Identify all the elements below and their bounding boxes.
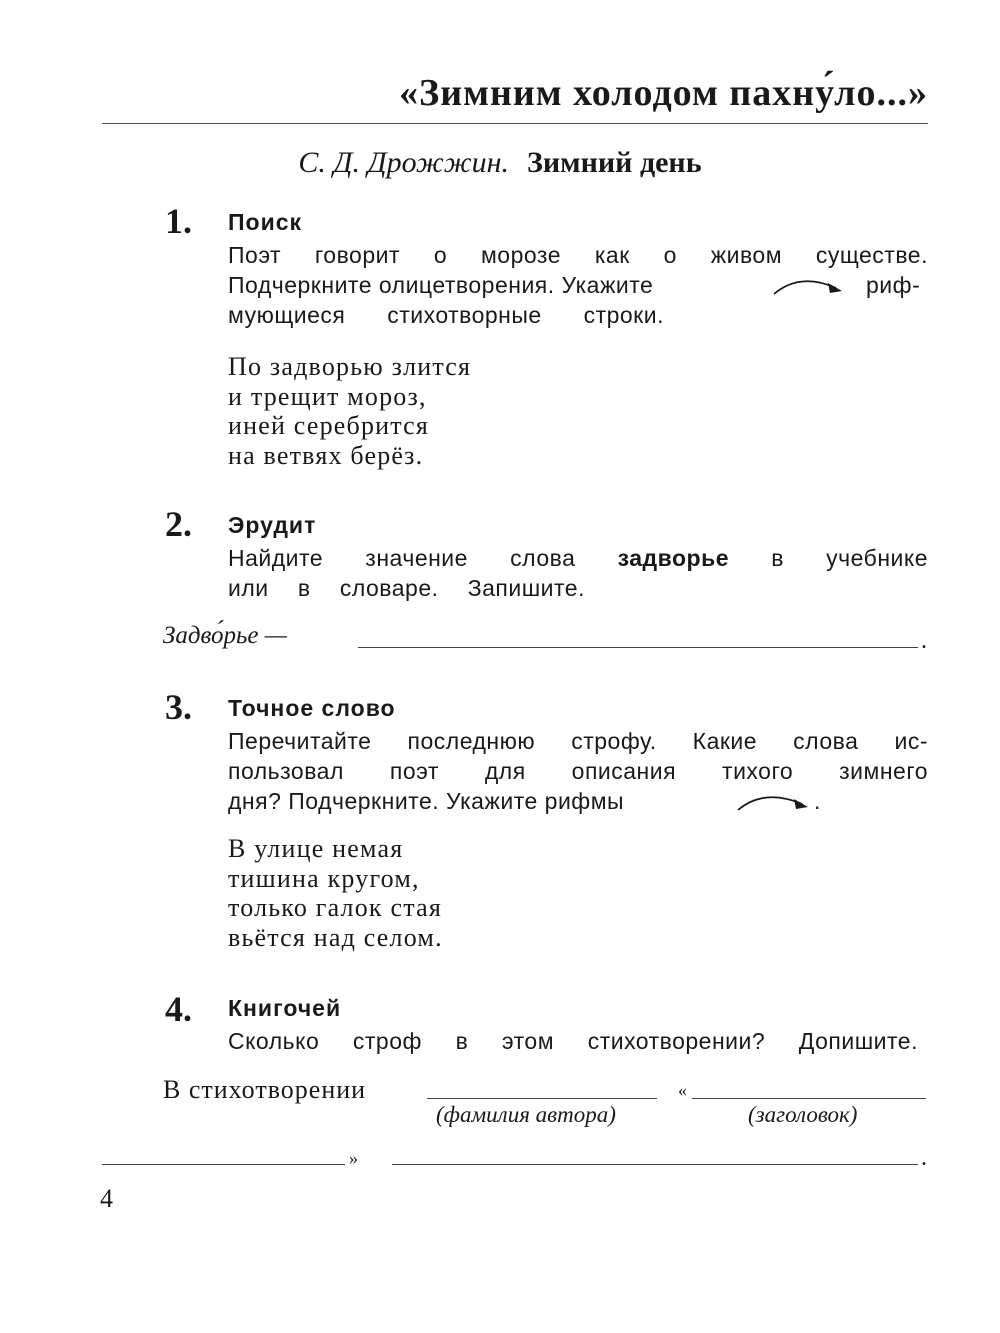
task-number-2: 2. [165,504,192,544]
poem-line: и трещит мороз, [228,381,427,411]
poem-line: только галок стая [228,893,442,922]
highlighted-word: задворье [617,545,729,571]
poem-title: Зимний день [527,146,702,179]
task-heading-1: Поиск [228,209,303,235]
title-continuation-line[interactable] [102,1164,345,1165]
answer-period: . [921,1145,927,1171]
task-heading-2: Эрудит [228,512,317,538]
title-caption: (заголовок) [748,1102,858,1127]
poem-line: тишина кругом, [228,863,420,893]
rhyme-arc-arrow-icon [770,270,848,300]
poem-stanza-2 [228,834,443,952]
task-2-text-line: или в словаре. Запишите. [228,575,585,601]
task-number-4: 4. [165,989,192,1029]
task-heading-4: Книгочей [228,995,342,1021]
task-heading-3: Точное слово [228,695,396,721]
title-answer-line[interactable] [692,1098,926,1099]
poem-line: иней серебрится [228,411,430,440]
poem-line: вьётся над селом. [228,922,443,952]
task-1-text-line: Поэт говорит о морозе как о живом существе. [228,242,928,268]
poem-attribution [0,146,1000,180]
answer-label: Задво́рье — [163,622,287,649]
title-divider [102,123,928,124]
task-4-text-line: Сколько строф в этом стихотворении? Допишите. [228,1028,918,1054]
task-2-text-line: Найдите значение слова задворье в учебнике [228,545,929,571]
page-title: «Зимним холодом пахну́ло...» [399,72,928,114]
task-1-text-line: мующиеся стихотворные строки. [228,302,664,328]
task-1-text-line: Подчеркните олицетворения. Укажите [228,272,654,298]
answer-line[interactable] [358,647,918,648]
poem-line: В улице немая [228,834,404,863]
author-caption: (фамилия автора) [436,1102,616,1127]
task-3-period: . [814,788,821,814]
task-number-3: 3. [165,687,192,727]
poem-line: на ветвях берёз. [228,440,424,470]
task-number-1: 1. [165,201,192,241]
task-3-text-line: пользовал поэт для описания тихого зимнего [228,758,928,784]
poem-stanza-1 [228,352,471,470]
page-number: 4 [100,1184,113,1213]
poem-author: С. Д. Дрожжин. [298,146,510,179]
task-3-text-line: дня? Подчеркните. Укажите рифмы [228,788,625,814]
task-1-text-line: риф- [866,272,921,298]
rhyme-arc-arrow-icon [734,786,814,816]
poem-line: По задворью злится [228,352,472,381]
answer-period: . [921,628,927,654]
open-quote: « [678,1080,687,1100]
close-quote: » [349,1148,358,1168]
task-3-text-line: Перечитайте последнюю строфу. Какие слова ис- [228,728,928,754]
fill-prefix: В стихотворении [163,1075,367,1104]
count-answer-line[interactable] [392,1164,918,1165]
author-answer-line[interactable] [427,1098,657,1099]
